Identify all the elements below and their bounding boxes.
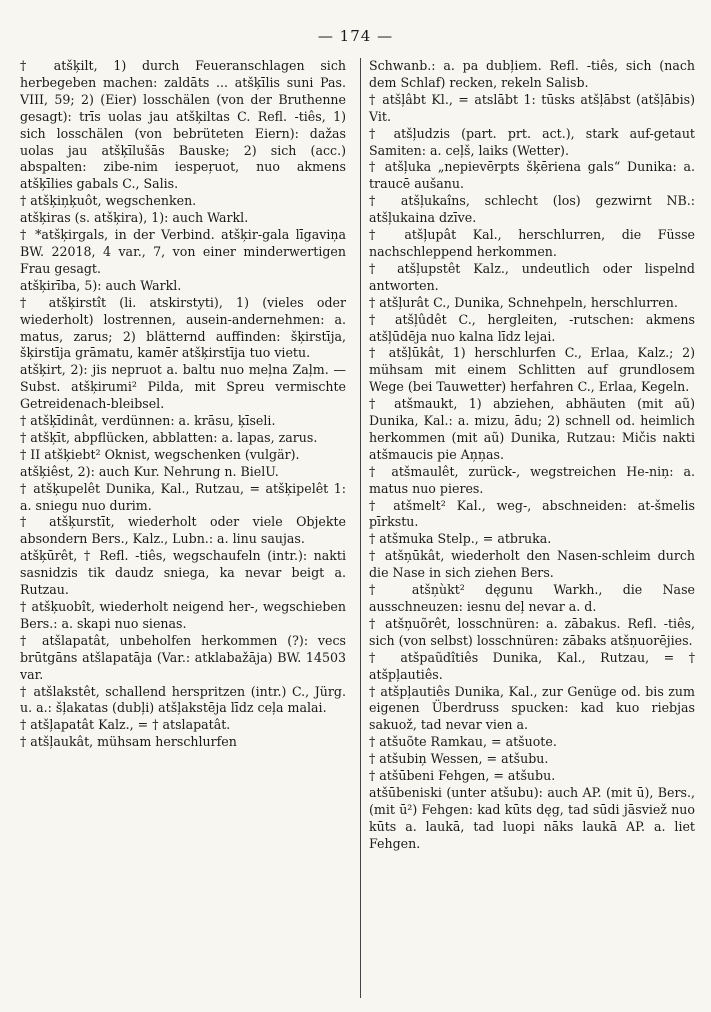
dictionary-entry: † atšmelt² Kal., weg-, abschneiden: at-šmelis pīrkstu.	[369, 497, 695, 530]
dictionary-entry: † atšļurât C., Dunika, Schnehpeln, herschlurren.	[369, 294, 678, 310]
dictionary-entry: † atšņūkât, wiederholt den Nasen-schleim durch die Nase in sich ziehen Bers.	[369, 548, 695, 581]
left-column	[20, 58, 346, 998]
dictionary-entry: † atšļukaîns, schlecht (los) gezwirnt NB.: atšļukaina dzīve.	[369, 193, 695, 226]
dictionary-entry: atšķirt, 2): jis nepruot a. baltu nuo meļna Zaļm. — Subst. atšķirumi² Pilda, mit Spreu vermischte Getreidenach-bleibsel.	[20, 362, 346, 412]
right-column	[360, 58, 695, 998]
dictionary-entry: † atšubiņ Wessen, = atšubu.	[369, 751, 549, 767]
dictionary-entry: † atšpaũdîtiês Dunika, Kal., Rutzau, = † atšpļautiês.	[369, 649, 695, 682]
dictionary-entry: † atšļuka „nepievērpts šķēriena gals“ Dunika: a. traucē aušanu.	[369, 159, 695, 192]
dictionary-entry: † atšķirstît (li. atskirstyti), 1) (vieles oder wiederholt) lostrennen, ausein-andernehmen: a. matus, zarus; 2) blätternd auffinden: šķirstīja, šķirstīja grāmatu, kamēr atšķirstīja tuo vietu.	[20, 294, 346, 361]
dictionary-entry: † atšmaulêt, zurück-, wegstreichen He-niņ: a. matus nuo pieres.	[369, 463, 695, 496]
dictionary-entry: † atšķurstīt, wiederholt oder viele Objekte absondern Bers., Kalz., Lubn.: a. linu saujas.	[20, 514, 346, 547]
dictionary-entry: † II atšķiebt² Oknist, wegschenken (vulgär).	[20, 446, 300, 462]
dictionary-entry: † atšķuobît, wiederholt neigend her-, wegschieben Bers.: a. skapi nuo sienas.	[20, 599, 346, 631]
dictionary-entry: † atšļapatât Kalz., = † atslapatât.	[20, 717, 231, 733]
dictionary-entry: † atšļudzis (part. prt. act.), stark auf-getaut Samiten: a. ceļš, laiks (Wetter).	[369, 125, 695, 158]
dictionary-entry: † atšķupelêt Dunika, Kal., Rutzau, = atšķipelêt 1: a. sniegu nuo durim.	[20, 480, 346, 513]
dictionary-entry: † atšķilt, 1) durch Feueranschlagen sich herbegeben machen: zaldāts ... atšķīlis suni Pas. VIII, 59; 2) (Eier) losschälen (von der Bruthenne gesagt): trīs uolas jau atšķiltas C. Refl. -tiês, 1) sich losschälen (von bebrüteten Eiern): dažas uolas jau atšķīlušās Bauske; 2) sich (acc.) abspalten: zibe-nim iespeŗuot, nuo akmens atšķīlies gabals C., Salis.	[20, 58, 346, 192]
dictionary-entry: † atšmaukt, 1) abziehen, abhäuten (mit aũ) Dunika, Kal.: a. mizu, ādu; 2) schnell od. heimlich herkommen (mit aũ) Dunika, Rutzau: Mičis nakti atšmaucis pie Aņņas.	[369, 396, 695, 462]
dictionary-entry: † atšļupstêt Kalz., undeutlich oder lispelnd antworten.	[369, 260, 695, 293]
dictionary-entry: Schwanb.: a. pa dubļiem. Refl. -tiês, sich (nach dem Schlaf) recken, rekeln Salisb.	[369, 58, 695, 90]
dictionary-entry: † atšļupât Kal., herschlurren, die Füsse nachschleppend herkommen.	[369, 227, 695, 259]
dictionary-entry: † atšlapatât, unbeholfen herkommen (?): vecs brūtgāns atšlapatāja (Var.: atklabažāja) BW. 14503 var.	[20, 632, 346, 682]
page-number: — 174 —	[317, 27, 394, 45]
dictionary-entry: † atšmuka Stelp., = atbruka.	[369, 531, 552, 547]
dictionary-entry: atšķūrêt, † Refl. -tiês, wegschaufeln (intr.): nakti sasnidzis tik daudz sniega, ka nevar beigt a. Rutzau.	[20, 548, 346, 598]
dictionary-entry: † atšūbeni Fehgen, = atšubu.	[369, 768, 556, 784]
dictionary-entry: † atšļâbt Kl., = atslābt 1: tūsks atšļābst (atšļābis) Vit.	[369, 91, 695, 124]
dictionary-entry: atšķiras (s. atšķira), 1): auch Warkl.	[20, 210, 249, 226]
dictionary-entry: † atšlakstêt, schallend herspritzen (intr.) C., Jürg. u. a.: šļakatas (dubļi) atšļakstēja līdz ceļa malai.	[20, 683, 346, 716]
dictionary-entry: † atšpļautiês Dunika, Kal., zur Genüge od. bis zum eigenen Überdruss spucken: kad kuo riebjas sakuož, tad nevar vien a.	[369, 683, 695, 733]
dictionary-entry: † *atšķirgals, in der Verbind. atšķir-gala līgaviņa BW. 22018, 4 var., 7, von einer minderwertigen Frau gesagt.	[20, 227, 346, 276]
dictionary-entry: † atšņùkt² dęgunu Warkh., die Nase ausschneuzen: iesnu deļ nevar a. d.	[369, 582, 695, 614]
dictionary-columns	[20, 58, 695, 998]
dictionary-entry: † atšķīt, abpflücken, abblatten: a. lapas, zarus.	[20, 429, 318, 445]
dictionary-entry: atšūbeniski (unter atšubu): auch AP. (mit ū), Bers., (mit ū²) Fehgen: kad kūts dęg, tad sūdi jāsviež nuo kūts a. laukā, tad luopi nāks laukā AP. a. liet Fehgen.	[369, 784, 695, 851]
dictionary-entry: † atšņuõrêt, losschnüren: a. zābakus. Refl. -tiês, sich (von selbst) losschnüren: zābaks atšņuorējies.	[369, 615, 695, 648]
dictionary-entry: † atšļūkât, 1) herschlurfen C., Erlaa, Kalz.; 2) mühsam mit einem Schlitten auf grundlosem Wege (bei Tauwetter) herfahren C., Erlaa, Kegeln.	[369, 345, 695, 395]
dictionary-entry: † atšļaukât, mühsam herschlurfen	[20, 734, 237, 750]
dictionary-entry: † atšuõte Ramkau, = atšuote.	[369, 734, 557, 750]
dictionary-entry: † atšķiņķuôt, wegschenken.	[20, 193, 197, 209]
dictionary-entry: atšķiêst, 2): auch Kur. Nehrung n. BielU.	[20, 463, 279, 479]
dictionary-entry: † atšķīdinât, verdünnen: a. krāsu, ķīseli.	[20, 413, 276, 429]
dictionary-entry: † atšļûdêt C., hergleiten, -rutschen: akmens atšļūdēja nuo kalna līdz lejai.	[369, 311, 695, 344]
dictionary-entry: atšķirība, 5): auch Warkl.	[20, 277, 182, 293]
